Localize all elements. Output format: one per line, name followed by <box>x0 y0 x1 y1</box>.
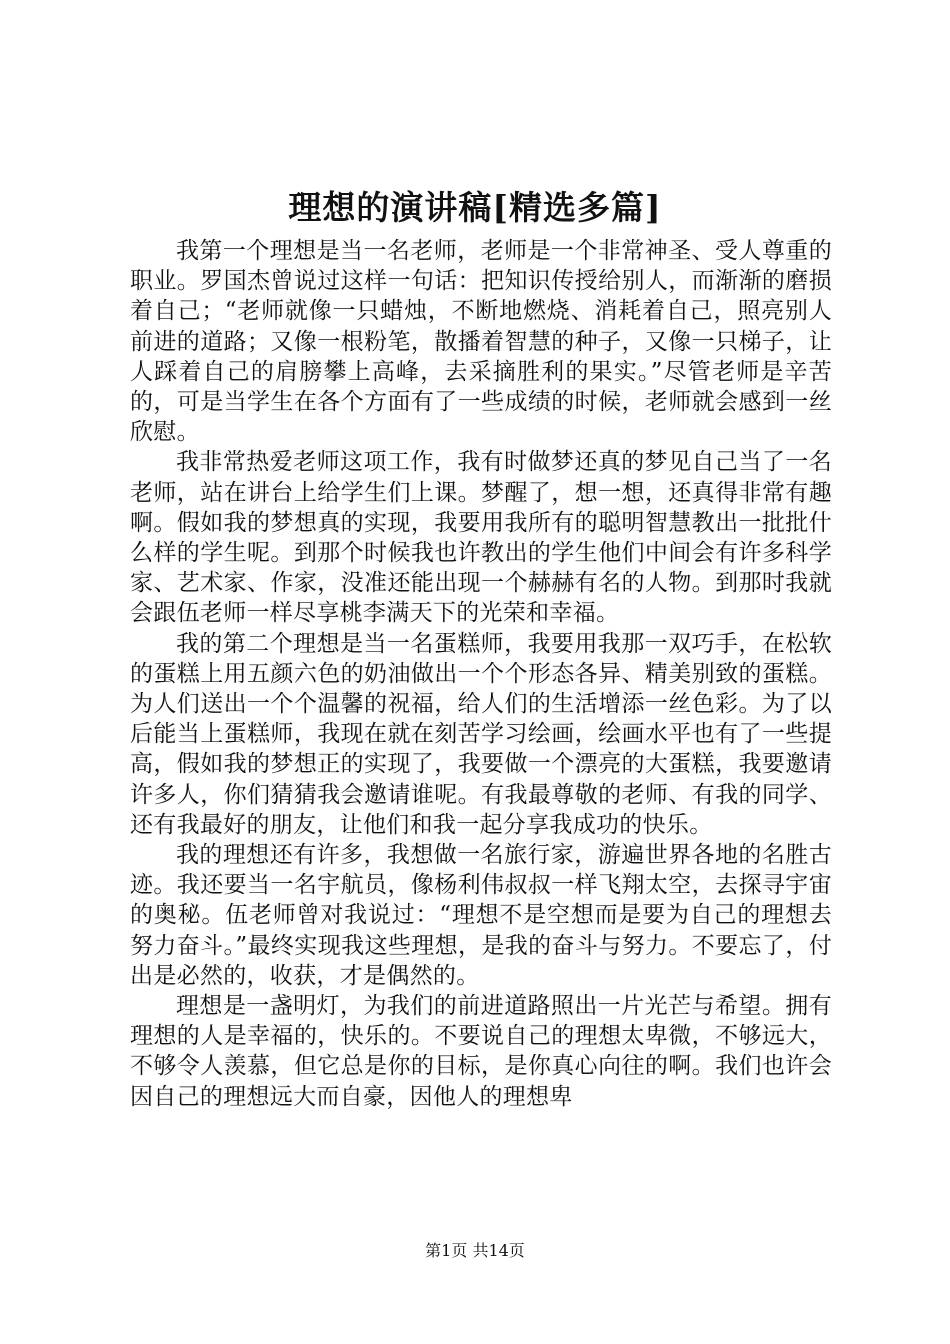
paragraph-4: 我的理想还有许多，我想做一名旅行家，游遍世界各地的名胜古迹。我还要当一名宇航员，像杨利伟叔叔一样飞翔太空，去探寻宇宙的奥秘。伍老师曾对我说过：“理想不是空想而是要为自己的理想去努力奋斗。”最终实现我这些理想，是我的奋斗与努力。不要忘了，付出是必然的，收获，才是偶然的。 <box>130 842 832 989</box>
page-number-footer: 第1页 共14页 <box>425 1241 525 1260</box>
document-title: 理想的演讲稿[精选多篇] <box>288 188 662 227</box>
document-body <box>130 236 832 1112</box>
paragraph-1: 我第一个理想是当一名老师，老师是一个非常神圣、受人尊重的职业。罗国杰曾说过这样一句话：把知识传授给别人，而渐渐的磨损着自己；“老师就像一只蜡烛，不断地燃烧、消耗着自己，照亮别人前进的道路；又像一根粉笔，散播着智慧的种子，又像一只梯子，让人踩着自己的肩膀攀上高峰，去采摘胜利的果实。”尽管老师是辛苦的，可是当学生在各个方面有了一些成绩的时候，老师就会感到一丝欣慰。 <box>130 238 832 446</box>
paragraph-5: 理想是一盏明灯，为我们的前进道路照出一片光芒与希望。拥有理想的人是幸福的，快乐的。不要说自己的理想太卑微，不够远大，不够令人羡慕，但它总是你的目标，是你真心向往的啊。我们也许会因自己的理想远大而自豪，因他人的理想卑 <box>130 993 832 1110</box>
paragraph-3: 我的第二个理想是当一名蛋糕师，我要用我那一双巧手，在松软的蛋糕上用五颜六色的奶油做出一个个形态各异、精美别致的蛋糕。为人们送出一个个温馨的祝福，给人们的生活增添一丝色彩。为了以后能当上蛋糕师，我现在就在刻苦学习绘画，绘画水平也有了一些提高，假如我的梦想正的实现了，我要做一个漂亮的大蛋糕，我要邀请许多人，你们猜猜我会邀请谁呢。有我最尊敬的老师、有我的同学、还有我最好的朋友，让他们和我一起分享我成功的快乐。 <box>130 630 832 838</box>
paragraph-2: 我非常热爱老师这项工作，我有时做梦还真的梦见自己当了一名老师，站在讲台上给学生们上课。梦醒了，想一想，还真得非常有趣啊。假如我的梦想真的实现，我要用我所有的聪明智慧教出一批批什么样的学生呢。到那个时候我也许教出的学生他们中间会有许多科学家、艺术家、作家，没准还能出现一个赫赫有名的人物。到那时我就会跟伍老师一样尽享桃李满天下的光荣和幸福。 <box>130 449 832 627</box>
